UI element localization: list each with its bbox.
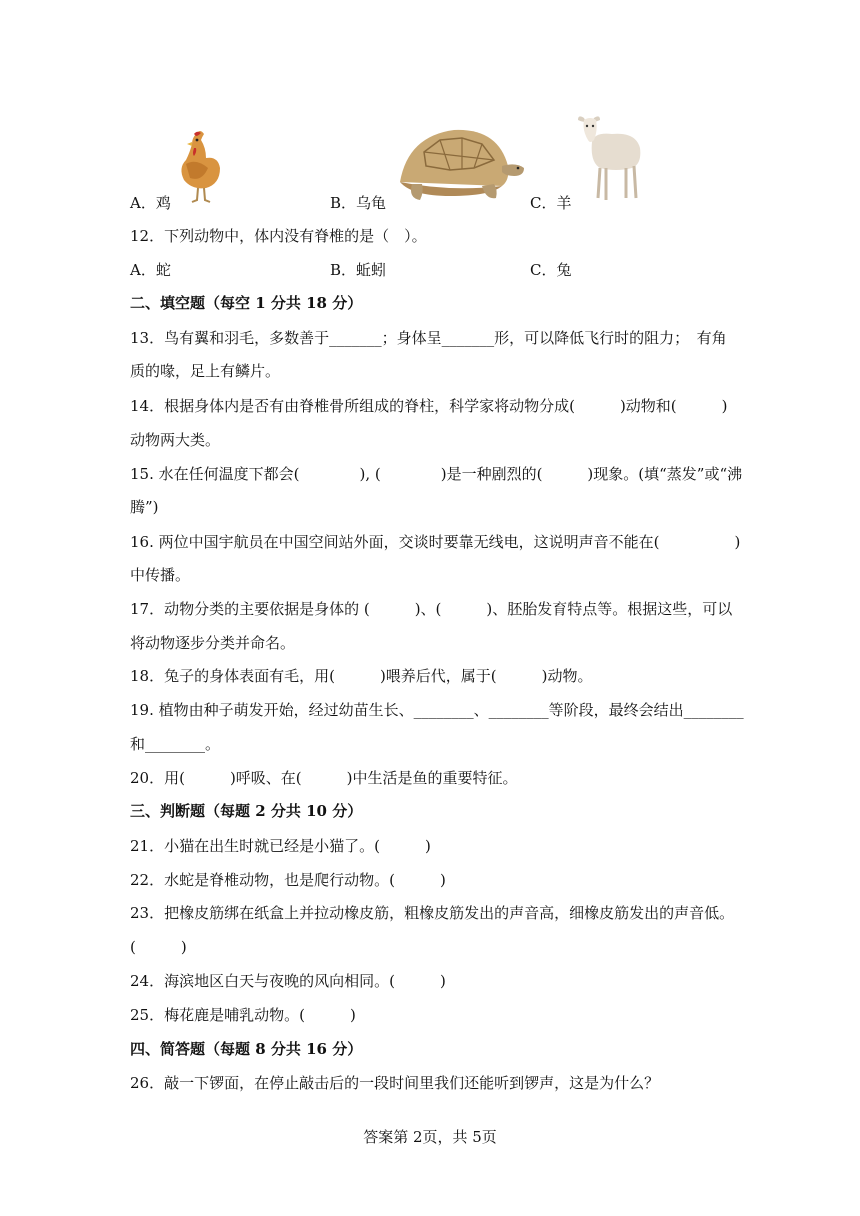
- q14-line2: 动物两大类。: [130, 431, 221, 449]
- q23-line1: 23．把橡皮筋绑在纸盒上并拉动橡皮筋，粗橡皮筋发出的声音高，细橡皮筋发出的声音低。: [130, 904, 735, 922]
- q22-text: 22．水蛇是脊椎动物，也是爬行动物。( ): [130, 871, 446, 889]
- q21-text: 21．小猫在出生时就已经是小猫了。( ): [130, 837, 431, 855]
- q15-line2: 腾”): [130, 498, 159, 516]
- q17-line2: 将动物逐步分类并命名。: [130, 634, 296, 652]
- q16-line1: 16. 两位中国宇航员在中国空间站外面，交谈时要靠无线电，这说明声音不能在( ): [130, 533, 741, 551]
- q11-option-b: B．乌龟: [330, 194, 387, 212]
- q23-line2: ( ): [130, 938, 187, 956]
- q18-text: 18．兔子的身体表面有毛，用( )喂养后代，属于( )动物。: [130, 667, 593, 685]
- q17-line1: 17．动物分类的主要依据是身体的 ( )、( )、胚胎发育特点等。根据这些，可以: [130, 600, 733, 618]
- q24-text: 24．海滨地区白天与夜晚的风向相同。( ): [130, 972, 446, 990]
- chicken-image: [172, 128, 224, 204]
- q11-option-a: A．鸡: [130, 194, 171, 212]
- q19-line2: 和________。: [130, 735, 221, 753]
- q25-text: 25．梅花鹿是哺乳动物。( ): [130, 1006, 356, 1024]
- q26-text: 26．敲一下锣面，在停止敲击后的一段时间里我们还能听到锣声，这是为什么？: [130, 1074, 660, 1092]
- q13-line1: 13．鸟有翼和羽毛，多数善于_______；身体呈_______形，可以降低飞行时的阻力； 有角: [130, 329, 727, 347]
- q13-line2: 质的喙，足上有鳞片。: [130, 362, 281, 380]
- section-judge-heading: 三、判断题（每题 2 分共 10 分）: [130, 802, 363, 820]
- q12-text: 12．下列动物中，体内没有脊椎的是（ ）。: [130, 227, 427, 245]
- page-footer: 答案第 2页，共 5页: [363, 1128, 497, 1146]
- q15-line1: 15. 水在任何温度下都会( ), ( )是一种剧烈的( )现象。(填“蒸发”或“沸: [130, 465, 743, 483]
- q12-option-a: A．蛇: [130, 261, 171, 279]
- q11-option-c: C．羊: [530, 194, 572, 212]
- q12-option-c: C．兔: [530, 261, 572, 279]
- q19-line1: 19. 植物由种子萌发开始，经过幼苗生长、________、________等阶段，最终会结出________: [130, 701, 744, 719]
- section-fill-heading: 二、填空题（每空 1 分共 18 分）: [130, 294, 363, 312]
- section-short-heading: 四、简答题（每题 8 分共 16 分）: [130, 1040, 363, 1058]
- q14-line1: 14．根据身体内是否有由脊椎骨所组成的脊柱，科学家将动物分成( )动物和( ): [130, 397, 728, 415]
- q12-option-b: B．蚯蚓: [330, 261, 387, 279]
- q20-text: 20．用( )呼吸、在( )中生活是鱼的重要特征。: [130, 769, 518, 787]
- sheep-image: [576, 112, 646, 204]
- q16-line2: 中传播。: [130, 566, 191, 584]
- tortoise-image: [390, 122, 528, 206]
